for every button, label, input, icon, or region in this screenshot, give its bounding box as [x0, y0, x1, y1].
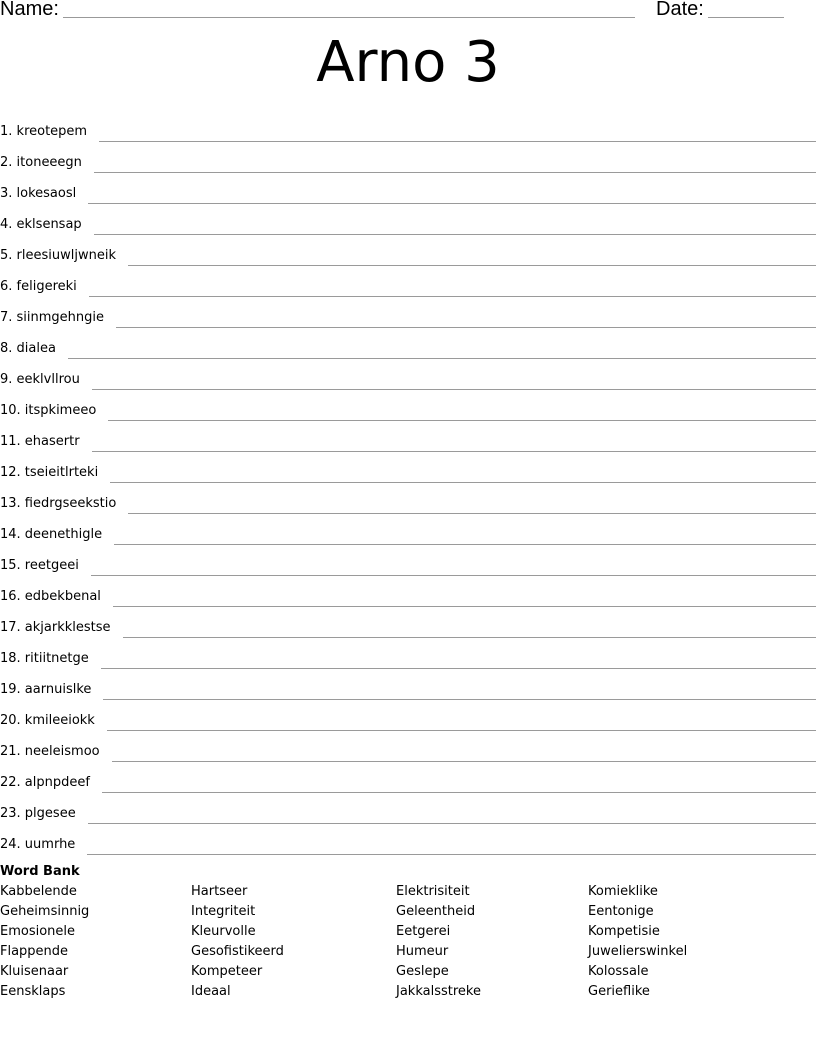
question-text: 12. tseieitlrteki: [0, 465, 99, 480]
question-row: [0, 732, 816, 763]
word-bank: [0, 863, 816, 1013]
question-row: [0, 329, 816, 360]
word-bank-word: Geleentheid: [396, 904, 476, 919]
word-bank-word: Kleurvolle: [191, 924, 256, 939]
word-bank-grid: [0, 883, 816, 1013]
question-row: [0, 608, 816, 639]
answer-line: [116, 313, 816, 328]
question-text: 18. ritiitnetge: [0, 651, 89, 666]
answer-line: [123, 623, 816, 638]
word-bank-word: Juwelierswinkel: [588, 944, 688, 959]
answer-line: [88, 809, 816, 824]
answer-line: [128, 251, 816, 266]
question-text: 14. deenethigle: [0, 527, 103, 542]
question-row: [0, 112, 816, 143]
question-text: 16. edbekbenal: [0, 589, 101, 604]
date-line: [708, 17, 784, 18]
name-label: Name:: [0, 0, 59, 20]
question-row: [0, 763, 816, 794]
word-bank-word: Kluisenaar: [0, 964, 69, 979]
question-row: [0, 143, 816, 174]
answer-line: [107, 716, 816, 731]
answer-line: [68, 344, 816, 359]
word-bank-column: [588, 883, 687, 1003]
word-bank-word: Eetgerei: [396, 924, 451, 939]
word-bank-word: Humeur: [396, 944, 449, 959]
question-text: 4. eklsensap: [0, 217, 82, 232]
answer-line: [113, 592, 816, 607]
word-bank-word: Kabbelende: [0, 884, 77, 899]
question-text: 10. itspkimeeo: [0, 403, 97, 418]
question-list: [0, 112, 816, 856]
word-bank-word: Geheimsinnig: [0, 904, 90, 919]
answer-line: [87, 840, 816, 855]
word-bank-word: Gesofistikeerd: [191, 944, 284, 959]
answer-line: [88, 189, 816, 204]
question-row: [0, 360, 816, 391]
word-bank-word: Hartseer: [191, 884, 248, 899]
question-row: [0, 484, 816, 515]
page-title: Arno 3: [316, 30, 500, 95]
word-bank-word: Flappende: [0, 944, 69, 959]
word-bank-word: Kolossale: [588, 964, 649, 979]
question-row: [0, 236, 816, 267]
answer-line: [91, 561, 816, 576]
word-bank-title: Word Bank: [0, 864, 80, 879]
answer-line: [102, 778, 816, 793]
word-bank-word: Kompetisie: [588, 924, 660, 939]
question-row: [0, 577, 816, 608]
word-bank-word: Gerieflike: [588, 984, 650, 999]
word-bank-column: [191, 883, 284, 1003]
question-row: [0, 515, 816, 546]
word-bank-word: Geslepe: [396, 964, 449, 979]
answer-line: [92, 437, 816, 452]
answer-line: [103, 685, 816, 700]
answer-line: [94, 158, 816, 173]
answer-line: [89, 282, 816, 297]
question-text: 6. feligereki: [0, 279, 77, 294]
question-text: 23. plgesee: [0, 806, 76, 821]
answer-line: [128, 499, 816, 514]
question-row: [0, 267, 816, 298]
question-text: 21. neeleismoo: [0, 744, 100, 759]
word-bank-column: [396, 883, 481, 1003]
question-text: 24. uumrhe: [0, 837, 76, 852]
question-text: 1. kreotepem: [0, 124, 88, 139]
question-row: [0, 794, 816, 825]
name-line: [63, 17, 635, 18]
word-bank-word: Emosionele: [0, 924, 76, 939]
question-row: [0, 701, 816, 732]
answer-line: [108, 406, 816, 421]
question-text: 19. aarnuislke: [0, 682, 92, 697]
question-text: 5. rleesiuwljwneik: [0, 248, 116, 263]
word-bank-word: Integriteit: [191, 904, 256, 919]
question-row: [0, 546, 816, 577]
answer-line: [94, 220, 816, 235]
question-text: 8. dialea: [0, 341, 56, 356]
word-bank-word: Ideaal: [191, 984, 231, 999]
question-row: [0, 670, 816, 701]
word-bank-word: Komieklike: [588, 884, 658, 899]
answer-line: [92, 375, 816, 390]
question-text: 15. reetgeei: [0, 558, 79, 573]
answer-line: [114, 530, 816, 545]
word-bank-word: Eentonige: [588, 904, 654, 919]
question-row: [0, 174, 816, 205]
question-row: [0, 825, 816, 856]
word-bank-word: Kompeteer: [191, 964, 263, 979]
question-text: 22. alpnpdeef: [0, 775, 90, 790]
question-row: [0, 205, 816, 236]
question-text: 20. kmileeiokk: [0, 713, 95, 728]
answer-line: [110, 468, 816, 483]
question-text: 17. akjarkklestse: [0, 620, 111, 635]
question-row: [0, 422, 816, 453]
answer-line: [112, 747, 816, 762]
question-text: 7. siinmgehngie: [0, 310, 105, 325]
question-text: 3. lokesaosl: [0, 186, 77, 201]
question-text: 9. eeklvllrou: [0, 372, 80, 387]
worksheet-header: [0, 0, 816, 26]
word-bank-word: Jakkalsstreke: [396, 984, 481, 999]
word-bank-column: [0, 883, 89, 1003]
question-text: 11. ehasertr: [0, 434, 80, 449]
question-text: 2. itoneeegn: [0, 155, 82, 170]
question-row: [0, 453, 816, 484]
question-text: 13. fiedrgseekstio: [0, 496, 117, 511]
word-bank-word: Eensklaps: [0, 984, 66, 999]
word-bank-word: Elektrisiteit: [396, 884, 470, 899]
question-row: [0, 391, 816, 422]
question-row: [0, 298, 816, 329]
date-label: Date:: [656, 0, 704, 20]
answer-line: [101, 654, 816, 669]
answer-line: [99, 127, 816, 142]
question-row: [0, 639, 816, 670]
